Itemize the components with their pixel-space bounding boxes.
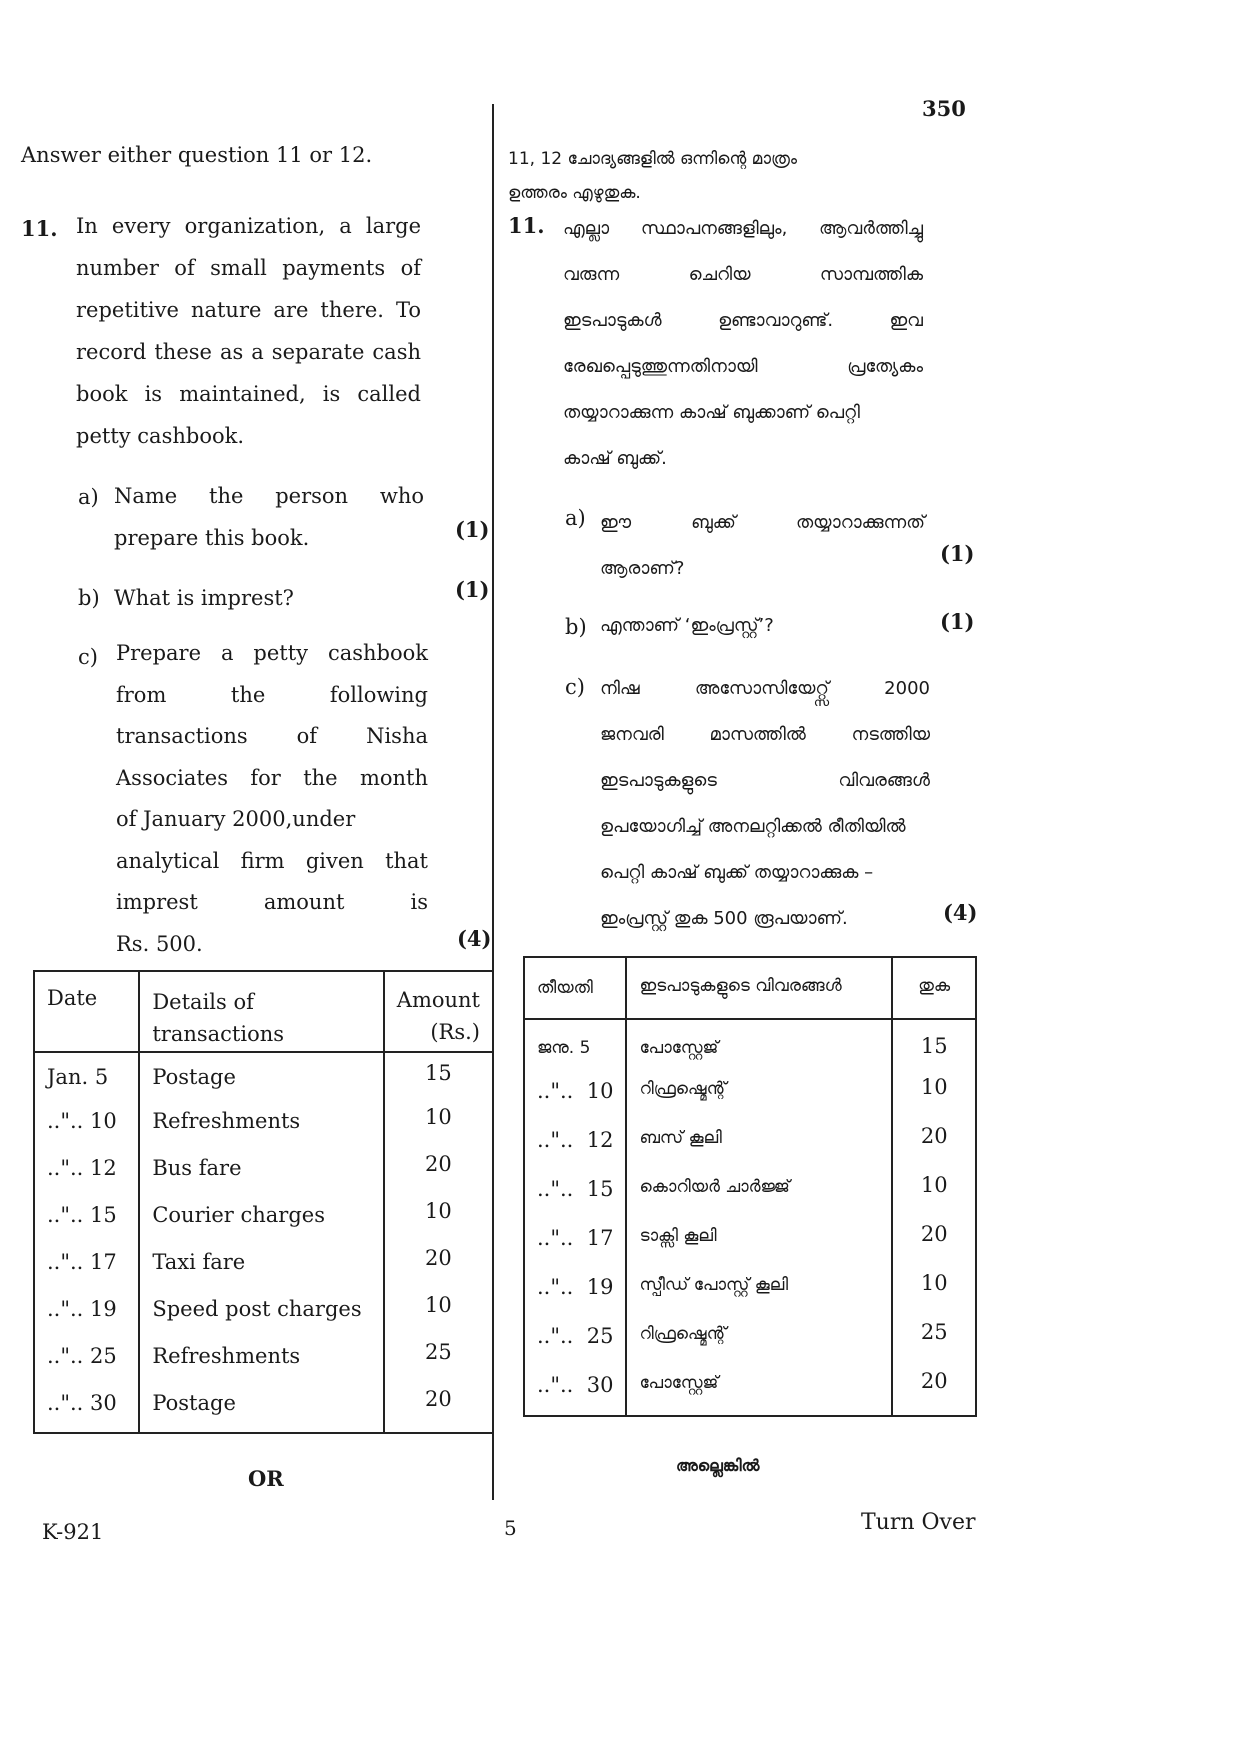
cell-amount: 10 (892, 1263, 976, 1312)
subq-c-line: of January 2000,under (116, 807, 356, 831)
question-line: petty cashbook. (76, 424, 244, 448)
instruction-line: ഉത്തരം എഴുതുക. (508, 183, 641, 203)
table-header-details (139, 971, 383, 1052)
question-line: repetitive nature are there. To (76, 298, 421, 322)
subq-c-line: ഉപയോഗിച്ച് അനലറ്റിക്കൽ രീതിയിൽ (600, 816, 906, 837)
table-row (524, 1263, 976, 1312)
cell-details: പോസ്റ്റേജ് (626, 1361, 892, 1416)
cell-amount: 20 (892, 1361, 976, 1416)
table-header-amount (384, 971, 493, 1052)
cell-details: ബസ് കൂലി (626, 1116, 892, 1165)
instruction-malayalam (508, 142, 797, 210)
subq-c-line: Associates for the month (116, 765, 428, 790)
cell-amount: 10 (892, 1165, 976, 1214)
cell-amount: 10 (384, 1287, 493, 1334)
question-number-english: 11. (21, 216, 58, 241)
table-row (34, 1287, 493, 1334)
cell-details: റിഫ്രഷ്മെന്റ് (626, 1067, 892, 1116)
cell-details: സ്പീഡ് പോസ്റ്റ് കൂലി (626, 1263, 892, 1312)
cell-date: ..".. 12 (34, 1146, 139, 1193)
cell-details: ടാക്സി കൂലി (626, 1214, 892, 1263)
question-text-english (76, 205, 421, 457)
cell-date: ..".. 12 (524, 1116, 626, 1165)
cell-details: Refreshments (139, 1334, 383, 1381)
cell-date: ..".. 10 (524, 1067, 626, 1116)
table-row (34, 1193, 493, 1240)
cell-date: ..".. 17 (34, 1240, 139, 1287)
question-line: ഇടപാടുകൾ ഉണ്ടാവാറുണ്ട്. ഇവ (563, 310, 923, 331)
subq-b-marks-malayalam: (1) (940, 609, 975, 634)
subq-c-line: Prepare a petty cashbook (116, 641, 428, 665)
subq-a-line: ആരാണ്? (600, 558, 685, 579)
subq-a-marks-english: (1) (455, 517, 490, 542)
subq-b-label-english: b) (78, 586, 100, 610)
table-header-date: Date (34, 971, 139, 1052)
subq-a-line: ഈ ബുക്ക് തയ്യാറാക്കുന്നത് (600, 512, 925, 533)
cell-date: ജനു. 5 (524, 1019, 626, 1067)
question-line: record these as a separate cash (76, 340, 421, 364)
table-header-row (524, 957, 976, 1019)
cell-amount: 20 (384, 1146, 493, 1193)
subq-c-label-malayalam: c) (565, 675, 585, 699)
subq-c-marks-malayalam: (4) (943, 900, 978, 925)
subq-b-label-malayalam: b) (565, 615, 587, 639)
question-line: number of small payments of (76, 256, 421, 280)
cell-amount: 10 (384, 1193, 493, 1240)
cell-details: Taxi fare (139, 1240, 383, 1287)
subq-c-line: പെറ്റി കാഷ് ബുക്ക് തയ്യാറാക്കുക – (600, 862, 874, 883)
cell-amount: 25 (384, 1334, 493, 1381)
table-row (524, 1214, 976, 1263)
subq-c-line: നിഷ അസോസിയേറ്റ്സ് 2000 (600, 678, 930, 699)
subq-a-line: prepare this book. (114, 526, 310, 550)
subq-c-line: ഇടപാടുകളുടെ വിവരങ്ങൾ (600, 770, 930, 791)
cell-amount: 20 (892, 1214, 976, 1263)
cell-amount: 15 (384, 1052, 493, 1099)
table-header-details-line: transactions (152, 1022, 285, 1046)
question-line: എല്ലാ സ്ഥാപനങ്ങളിലും, ആവർത്തിച്ചു (563, 218, 923, 239)
cell-details: Postage (139, 1052, 383, 1099)
table-row (34, 1240, 493, 1287)
table-header-amount-line: (Rs.) (430, 1020, 480, 1044)
cell-amount: 15 (892, 1019, 976, 1067)
question-line: വരുന്ന ചെറിയ സാമ്പത്തിക (563, 264, 923, 285)
table-row (34, 1052, 493, 1099)
cell-amount: 20 (384, 1240, 493, 1287)
subq-a-label-english: a) (78, 485, 99, 509)
table-header-amount: തുക (892, 957, 976, 1019)
subq-b-text-malayalam: എന്താണ് ‘ഇംപ്രസ്റ്റ്’? (600, 615, 774, 636)
subq-c-line: Rs. 500. (116, 931, 203, 956)
subq-c-text-malayalam (600, 666, 930, 942)
cell-date: ..".. 15 (34, 1193, 139, 1240)
cell-date: ..".. 17 (524, 1214, 626, 1263)
subq-c-line: analytical firm given that (116, 848, 428, 873)
table-header-details: ഇടപാടുകളുടെ വിവരങ്ങൾ (626, 957, 892, 1019)
cell-date: ..".. 25 (34, 1334, 139, 1381)
question-text-malayalam (563, 206, 923, 482)
question-line: In every organization, a large (76, 214, 421, 238)
subq-c-label-english: c) (78, 645, 98, 669)
cell-details: റിഫ്രഷ്മെന്റ് (626, 1312, 892, 1361)
cell-date: ..".. 30 (34, 1381, 139, 1433)
question-number-malayalam: 11. (508, 213, 545, 238)
question-line: book is maintained, is called (76, 382, 421, 406)
subq-c-marks-english: (4) (457, 926, 492, 951)
table-row (34, 1146, 493, 1193)
turn-over-label: Turn Over (861, 1510, 976, 1535)
table-row (524, 1019, 976, 1067)
instruction-english: Answer either question 11 or 12. (21, 143, 373, 167)
subq-a-text-malayalam (600, 500, 925, 592)
exam-code: K-921 (42, 1520, 104, 1544)
cell-amount: 20 (384, 1381, 493, 1433)
cell-details: Courier charges (139, 1193, 383, 1240)
table-row (34, 1334, 493, 1381)
subq-c-line: from the following (116, 682, 428, 707)
subq-b-text-english: What is imprest? (114, 586, 294, 610)
question-line: കാഷ് ബുക്ക്. (563, 448, 667, 469)
subq-a-label-malayalam: a) (565, 506, 586, 530)
cell-details: Bus fare (139, 1146, 383, 1193)
question-line: രേഖപ്പെടുത്തുന്നതിനായി പ്രത്യേകം (563, 356, 923, 377)
cell-date: ..".. 30 (524, 1361, 626, 1416)
footer-page-number: 5 (504, 1516, 517, 1540)
table-header-details-line: Details of (152, 990, 254, 1014)
table-row (34, 1099, 493, 1146)
cell-date: ..".. 25 (524, 1312, 626, 1361)
cell-details: കൊറിയർ ചാർജ്ജ് (626, 1165, 892, 1214)
subq-a-marks-malayalam: (1) (940, 541, 975, 566)
cell-date: ..".. 19 (34, 1287, 139, 1334)
subq-a-line: Name the person who (114, 484, 424, 508)
cell-date: ..".. 10 (34, 1099, 139, 1146)
cell-details: Postage (139, 1381, 383, 1433)
subq-c-line: imprest amount is (116, 890, 428, 914)
or-label-english: OR (248, 1466, 284, 1491)
cell-amount: 20 (892, 1116, 976, 1165)
cell-date: ..".. 19 (524, 1263, 626, 1312)
table-row (524, 1116, 976, 1165)
cell-amount: 10 (384, 1099, 493, 1146)
cell-details: Refreshments (139, 1099, 383, 1146)
table-row (524, 1361, 976, 1416)
table-row (524, 1067, 976, 1116)
cell-date: Jan. 5 (34, 1052, 139, 1099)
subq-c-line: ഇംപ്രസ്റ്റ് തുക 500 രൂപയാണ്. (600, 908, 848, 929)
table-row (524, 1312, 976, 1361)
subq-b-marks-english: (1) (455, 577, 490, 602)
subq-c-line: transactions of Nisha (116, 724, 428, 748)
cell-details: പോസ്റ്റേജ് (626, 1019, 892, 1067)
question-line: തയ്യാറാക്കുന്ന കാഷ് ബുക്കാണ് പെറ്റി (563, 402, 860, 423)
table-row (524, 1165, 976, 1214)
subq-c-line: ജനവരി മാസത്തിൽ നടത്തിയ (600, 724, 930, 745)
page-number-top: 350 (922, 96, 966, 121)
table-header-row (34, 971, 493, 1052)
table-row (34, 1381, 493, 1433)
cell-details: Speed post charges (139, 1287, 383, 1334)
or-label-malayalam: അല്ലെങ്കിൽ (676, 1456, 760, 1475)
cell-amount: 10 (892, 1067, 976, 1116)
subq-a-text-english (114, 475, 424, 559)
table-header-amount-line: Amount (396, 988, 480, 1012)
cell-date: ..".. 15 (524, 1165, 626, 1214)
cell-amount: 25 (892, 1312, 976, 1361)
transactions-table-english (33, 970, 494, 1434)
transactions-table-malayalam (523, 956, 977, 1417)
instruction-line: 11, 12 ചോദ്യങ്ങളിൽ ഒന്നിന്റെ മാത്രം (508, 149, 797, 169)
table-header-date: തീയതി (524, 957, 626, 1019)
subq-c-text-english (116, 633, 428, 965)
